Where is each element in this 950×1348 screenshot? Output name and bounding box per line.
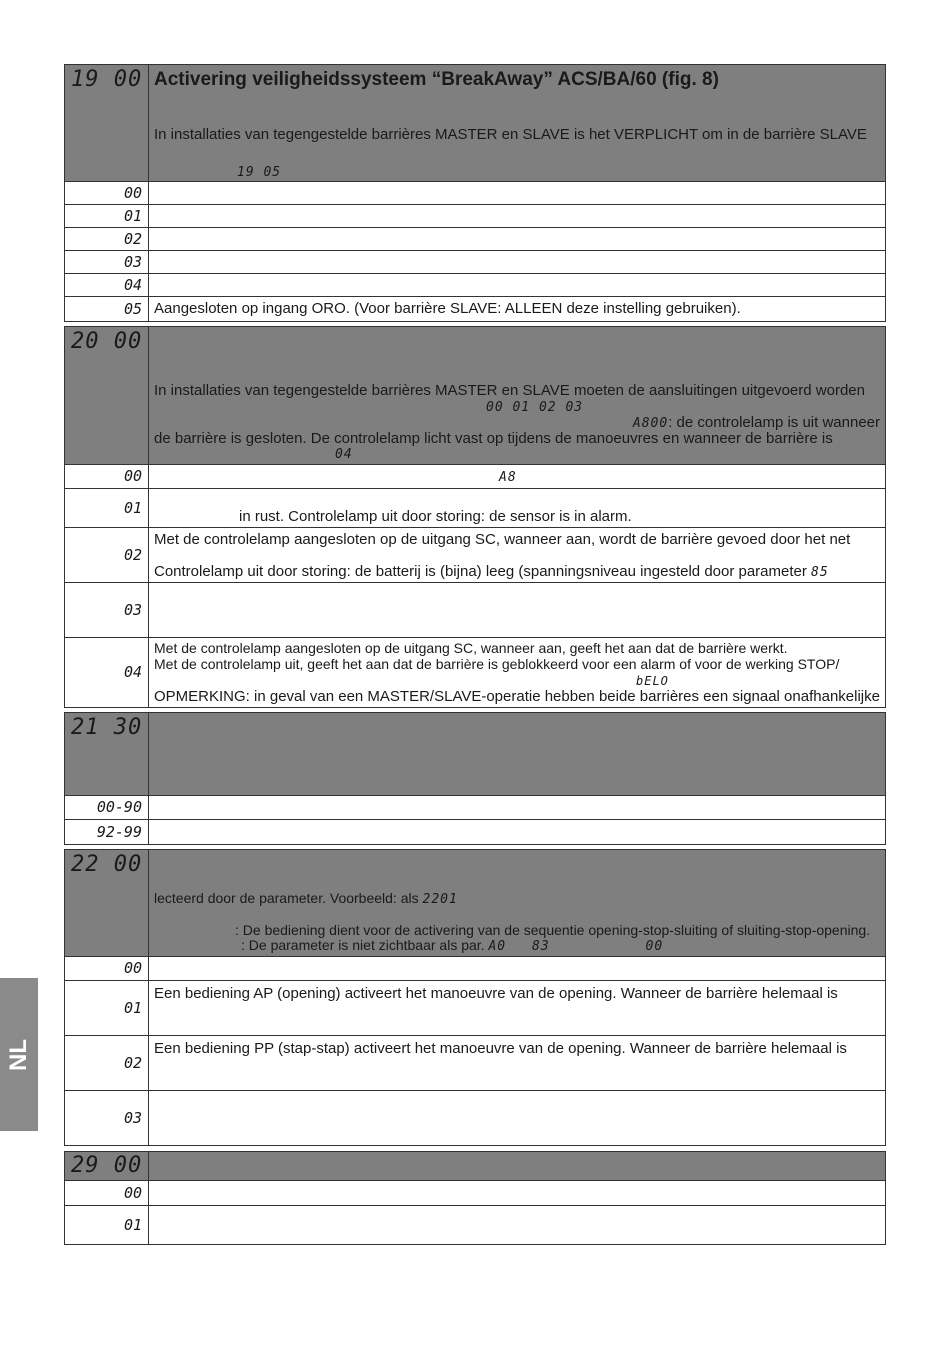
option-row [64,464,886,489]
param-code: 19 00 [65,65,149,181]
option-row [64,1090,886,1146]
option-row [64,980,886,1036]
option-row [64,488,886,528]
option-text: Met de controlelamp uit, geeft het aan dat de barrière is geblokkeerd voor een alarm of voor de werking STOP/ [154,656,840,672]
option-text: in rust. Controlelamp uit door storing: de sensor is in alarm. [239,508,632,525]
option-value-code: bELO [636,674,669,688]
param-code: 20 00 [65,327,149,464]
option-code: 02 [65,528,149,582]
param-value-code: 19 05 [237,165,282,180]
param-description: de barrière is gesloten. De controlelamp licht vast op tijdens de manoeuvres en wanneer de barrière is [154,430,833,447]
option-row [64,819,886,845]
param-20-header [64,326,886,465]
param-description: : De parameter is niet zichtbaar als par. [241,937,485,953]
param-description: : De bediening dient voor de activering van de sequentie opening-stop-sluiting of sluiting-stop-opening. [235,922,871,938]
option-row [64,527,886,583]
param-code: 22 00 [65,850,149,956]
option-text [149,796,885,819]
option-text [149,251,885,273]
option-value-code: A8 [499,470,517,485]
param-21-header [64,712,886,796]
option-text [149,820,885,844]
language-tab-label: NL [5,1038,32,1071]
param-value-code: 83 [532,939,550,954]
option-row [64,181,886,205]
option-row [64,250,886,274]
param-value-code: 2201 [422,892,458,907]
option-code: 00-90 [65,796,149,819]
param-29-header [64,1151,886,1181]
option-row [64,956,886,981]
option-row [64,1180,886,1206]
option-text [149,583,885,637]
param-code: 29 00 [65,1152,149,1180]
option-code: 01 [65,981,149,1035]
option-row [64,273,886,297]
option-text [149,1181,885,1205]
param-description: In installaties van tegengestelde barrières MASTER en SLAVE moeten de aansluitingen uitgevoerd worden [154,382,865,399]
param-value-codes: 00 01 02 03 [486,400,584,415]
option-row [64,582,886,638]
option-row [64,227,886,251]
option-code: 00 [65,182,149,204]
option-text [149,205,885,227]
param-22-header [64,849,886,957]
param-value-code: A800 [632,416,669,431]
option-code: 00 [65,957,149,980]
param-title: Activering veiligheidssysteem “BreakAway” ACS/BA/60 (fig. 8) [154,69,719,90]
option-row [64,296,886,322]
param-19-header [64,64,886,182]
option-row [64,637,886,708]
param-value-code: A0 [488,939,507,954]
option-text: Een bediening AP (opening) activeert het manoeuvre van de opening. Wanneer de barrière helemaal is [154,985,838,1002]
option-row [64,795,886,820]
option-code: 01 [65,489,149,527]
option-code: 04 [65,274,149,296]
option-code: 02 [65,228,149,250]
option-text: OPMERKING: in geval van een MASTER/SLAVE-operatie hebben beide barrières een signaal onafhankelijke [154,688,880,705]
param-description: : de controlelamp is uit wanneer [668,414,880,431]
option-code: 03 [65,1091,149,1145]
option-text [149,274,885,296]
option-text [149,1206,885,1244]
option-text: Controlelamp uit door storing: de batterij is (bijna) leeg (spanningsniveau ingesteld door parameter [154,563,807,580]
param-description: lecteerd door de parameter. Voorbeeld: als [154,890,419,906]
option-code: 02 [65,1036,149,1090]
option-text [149,228,885,250]
param-value-code: 00 [645,939,664,954]
option-value-code: 85 [811,565,829,580]
option-code: 04 [65,638,149,707]
option-code: 03 [65,583,149,637]
option-text [149,957,885,980]
param-description: In installaties van tegengestelde barrières MASTER en SLAVE is het VERPLICHT om in de barrière SLAVE [154,126,867,143]
option-code: 05 [65,297,149,321]
option-text: Met de controlelamp aangesloten op de uitgang SC, wanneer aan, wordt de barrière gevoed door het net [154,531,851,548]
language-tab [0,978,38,1131]
option-code: 01 [65,1206,149,1244]
option-code: 92-99 [65,820,149,844]
option-text: Aangesloten op ingang ORO. (Voor barrière SLAVE: ALLEEN deze instelling gebruiken). [154,300,741,317]
option-code: 01 [65,205,149,227]
option-row [64,1205,886,1245]
option-text [149,1091,885,1145]
option-code: 03 [65,251,149,273]
option-row [64,1035,886,1091]
option-code: 00 [65,1181,149,1205]
option-text: Met de controlelamp aangesloten op de uitgang SC, wanneer aan, geeft het aan dat de barrière werkt. [154,640,788,656]
param-code: 21 30 [65,713,149,795]
option-code: 00 [65,465,149,488]
option-text: Een bediening PP (stap-stap) activeert het manoeuvre van de opening. Wanneer de barrière helemaal is [154,1040,847,1057]
option-row [64,204,886,228]
param-value-code: 04 [335,447,353,462]
option-text [149,182,885,204]
